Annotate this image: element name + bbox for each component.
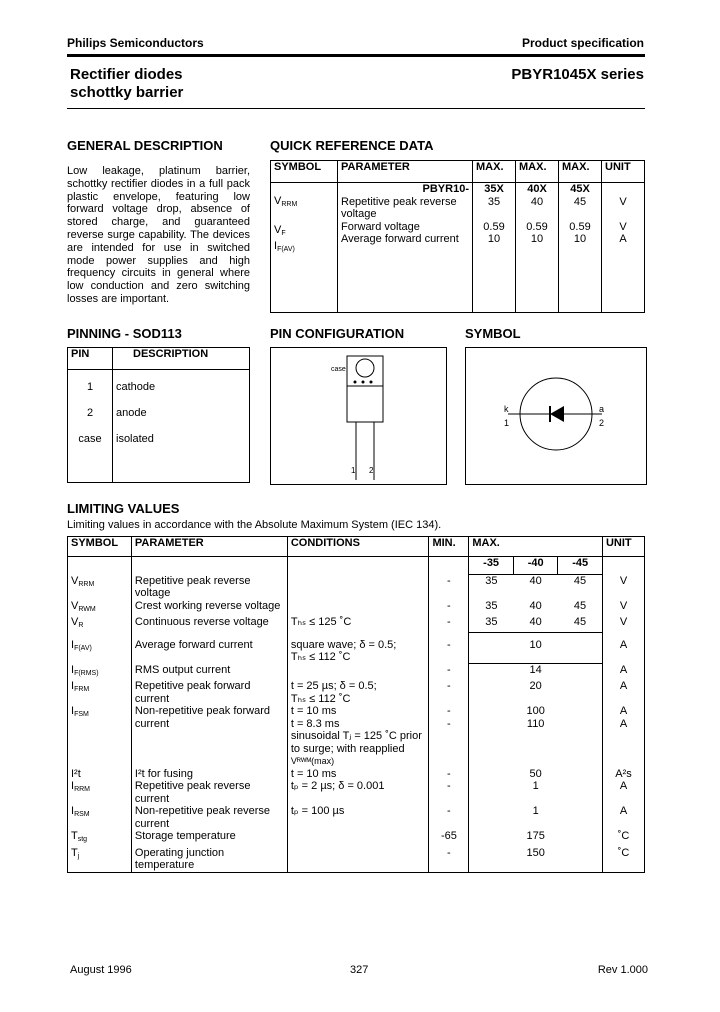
title-rule [67, 108, 645, 109]
symbol-a-label: a [599, 404, 605, 414]
lv-col-symbol: SYMBOL [68, 537, 132, 557]
lv-row-tstg: $T_{stg}$ Storage temperature -65 175 ˚C [68, 830, 645, 847]
pin-descriptions: cathode anode isolated [113, 370, 250, 483]
lv-grade-40: -40 [513, 557, 558, 575]
case-label: case [331, 366, 346, 373]
quick-reference-table [270, 160, 645, 313]
symbol-box [465, 347, 647, 485]
lv-col-conditions: CONDITIONS [287, 537, 429, 557]
qrd-symbol-cell: $V_{RRM}$ $V_F$ $I_{F(AV)}$ [271, 183, 338, 313]
lv-row-vrrm: $V_{RRM}$ Repetitive peak reverse voltage - 35 40 45 V [68, 575, 645, 600]
symbol-heading: SYMBOL [465, 326, 521, 341]
qrd-col-symbol: SYMBOL [271, 161, 338, 183]
symbol-2-label: 2 [599, 418, 605, 428]
lv-row-irrm: $I_{RRM}$ Repetitive peak reverse current tₚ = 2 µs; δ = 0.001 - 1 A [68, 780, 645, 805]
qrd-sub-label: PBYR10- [422, 183, 469, 195]
pin-col-description: DESCRIPTION [113, 348, 250, 370]
footer-page: 327 [350, 964, 369, 976]
qrd-col-max-1: MAX. [473, 161, 516, 183]
qrd-col-max-3: MAX. [559, 161, 602, 183]
pin-2-label: 2 [369, 466, 374, 475]
lv-col-max: MAX. [469, 537, 603, 557]
pin-numbers: 1 2 case [68, 370, 113, 483]
pinning-heading: PINNING - SOD113 [67, 326, 182, 341]
title-line-2: schottky barrier [70, 84, 184, 101]
part-series: PBYR1045X series [511, 66, 644, 83]
footer-revision: Rev 1.000 [597, 964, 648, 976]
lv-grade-45: -45 [558, 557, 603, 575]
qrd-max-col-1: 35X 35 0.59 10 [473, 183, 516, 313]
footer-date: August 1996 [70, 964, 132, 976]
diode-triangle-icon [550, 406, 564, 422]
qrd-max-col-2: 40X 40 0.59 10 [516, 183, 559, 313]
symbol-1-label: 1 [504, 418, 510, 428]
lv-row-ifrm: $I_{FRM}$ Repetitive peak forward current t = 25 µs; δ = 0.5; Tₕₛ ≤ 112 ˚C - 20 A [68, 680, 645, 705]
pin-1-label: 1 [351, 466, 356, 475]
lv-row-vrwm: $V_{RWM}$ Crest working reverse voltage - 35 40 45 V [68, 600, 645, 617]
document-type: Product specification [521, 36, 644, 50]
general-description-heading: GENERAL DESCRIPTION [67, 138, 223, 153]
qrd-parameter-cell: PBYR10- Repetitive peak reverse voltage Forward voltage Average forward current [338, 183, 473, 313]
pin-configuration-heading: PIN CONFIGURATION [270, 326, 405, 341]
title-line-1: Rectifier diodes [70, 66, 183, 83]
qrd-max-col-3: 45X 45 0.59 10 [559, 183, 602, 313]
lv-row-ifsm: $I_{FSM}$ Non-repetitive peak forward current t = 10 ms t = 8.3 ms sinusoidal Tⱼ = 125 ˚C prior to surge; with reapplied Vᴿᵂᴹ(max) - - 100 110 A A [68, 705, 645, 768]
package-drawing [271, 348, 446, 484]
limiting-values-table [67, 536, 645, 873]
lv-row-i2t: I²t I²t for fusing t = 10 ms - 50 A²s [68, 768, 645, 781]
diode-symbol [466, 348, 646, 484]
qrd-unit-col: V V A [602, 183, 645, 313]
company-name: Philips Semiconductors [67, 36, 204, 50]
symbol-k-label: k [504, 404, 509, 414]
lv-grade-35: -35 [469, 557, 514, 575]
pin-col-pin: PIN [68, 348, 113, 370]
lv-col-min: MIN. [429, 537, 469, 557]
lv-row-irsm: $I_{RSM}$ Non-repetitive peak reverse current tₚ = 100 µs - 1 A [68, 805, 645, 830]
limiting-values-heading: LIMITING VALUES [67, 501, 180, 516]
general-description-text: Low leakage, platinum barrier, schottky rectifier diodes in a full pack plastic envelope, featuring low forward voltage drop, absence of stored charge, and guaranteed reverse surge capability. The devices are intended for use in switched mode power supplies and high frequency circuits in general where low conduction and zero switching losses are important. [67, 165, 250, 305]
qrd-col-unit: UNIT [602, 161, 645, 183]
quick-reference-heading: QUICK REFERENCE DATA [270, 138, 434, 153]
qrd-col-max-2: MAX. [516, 161, 559, 183]
lv-row-ifav: $I_{F(AV)}$ Average forward current square wave; δ = 0.5; Tₕₛ ≤ 112 ˚C - 10 A [68, 633, 645, 664]
lv-row-vr: $V_R$ Continuous reverse voltage Tₕₛ ≤ 125 ˚C - 35 40 45 V [68, 616, 645, 633]
lv-col-unit: UNIT [602, 537, 644, 557]
lv-row-tj: $T_j$ Operating junction temperature - 150 ˚C [68, 847, 645, 873]
pinning-table [67, 347, 250, 483]
header-rule [67, 54, 645, 57]
pin-configuration-box [270, 347, 447, 485]
qrd-col-parameter: PARAMETER [338, 161, 473, 183]
limiting-values-intro: Limiting values in accordance with the Absolute Maximum System (IEC 134). [67, 519, 442, 531]
lv-col-parameter: PARAMETER [131, 537, 287, 557]
lv-row-ifrms: $I_{F(RMS)}$ RMS output current - 14 A [68, 664, 645, 681]
